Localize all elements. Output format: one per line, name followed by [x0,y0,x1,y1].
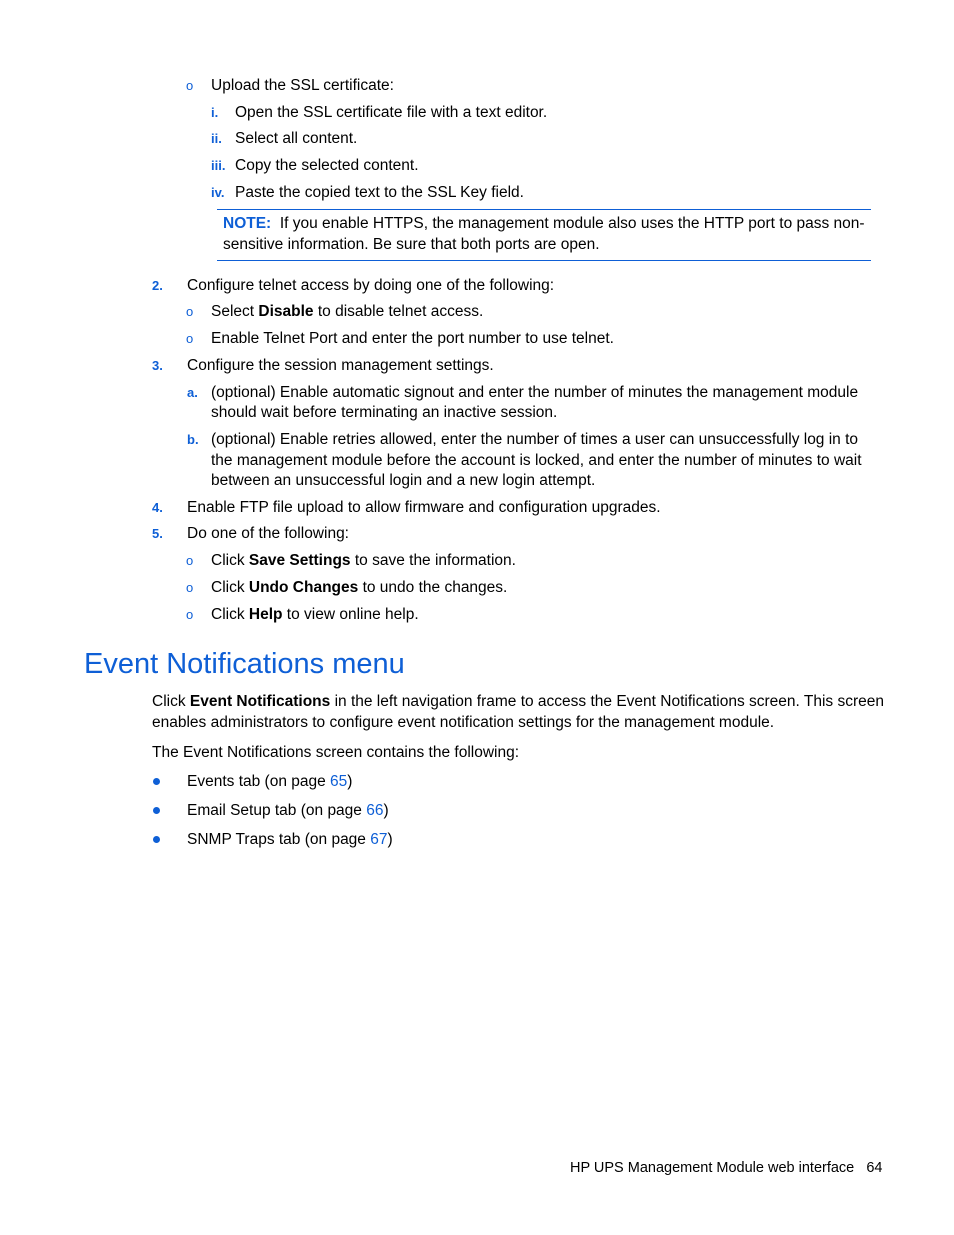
text-segment: SNMP Traps tab (on page [187,831,371,848]
text-segment: to disable telnet access. [313,303,484,320]
text-segment: Click [152,693,190,710]
step-number: 2. [152,278,163,293]
list-item [187,830,393,850]
ui-term: Save Settings [248,552,351,569]
substep-marker: b. [187,432,199,447]
substep-text: the management module before the account is locked, and enter the number of minutes to wait [211,452,862,469]
list-marker: o [186,78,194,93]
text-segment: ) [383,802,389,819]
substep-text: (optional) Enable automatic signout and enter the number of minutes the management module [211,384,859,401]
text-segment: Click [211,552,249,569]
ssl-step-text: Select all content. [235,130,358,147]
step-marker: ii. [211,131,222,146]
text-segment: Select [211,303,259,320]
option-text [211,551,516,571]
step-text: Do one of the following: [187,525,349,542]
ssl-step-text: Paste the copied text to the SSL Key field. [235,184,524,201]
step-text: Configure the session management settings. [187,357,494,374]
ssl-step-text: Copy the selected content. [235,157,419,174]
note-text: If you enable HTTPS, the management module also uses the HTTP port to pass non- [279,215,865,232]
section-paragraph-line-1 [152,692,884,712]
substep-text: should wait before terminating an inactive session. [211,404,558,421]
text-segment: ) [347,773,353,790]
note-line-1 [223,214,865,234]
text-segment: Click [211,606,249,623]
section-paragraph-2: The Event Notifications screen contains the following: [152,744,520,761]
substep-marker: a. [187,385,198,400]
list-marker: o [186,580,194,595]
list-item [187,772,352,792]
section-paragraph-line-2: enables administrators to configure event notification settings for the management module. [152,714,775,731]
list-item [187,801,389,821]
ui-term: Help [248,606,283,623]
page-link[interactable]: 67 [370,831,388,848]
text-segment: Events tab (on page [187,773,331,790]
ssl-step-text: Open the SSL certificate file with a text editor. [235,104,548,121]
text-segment: Click [211,579,249,596]
ui-term: Undo Changes [248,579,359,596]
substep-text: between an unsuccessful login and a new login attempt. [211,472,596,489]
option-text [211,302,483,322]
list-marker: o [186,304,194,319]
text-segment: to undo the changes. [358,579,508,596]
option-text: Enable Telnet Port and enter the port number to use telnet. [211,330,614,347]
ssl-upload-text: Upload the SSL certificate: [211,77,394,94]
list-marker: o [186,607,194,622]
option-text [211,578,507,598]
list-marker: o [186,331,194,346]
text-segment: Email Setup tab (on page [187,802,367,819]
ui-term: Disable [258,303,314,320]
note-line-2: sensitive information. Be sure that both ports are open. [223,236,600,253]
substep-text: (optional) Enable retries allowed, enter the number of times a user can unsuccessfully log in to [211,431,859,448]
footer-title: HP UPS Management Module web interface [570,1160,855,1176]
option-text [211,605,419,625]
step-text: Configure telnet access by doing one of the following: [187,277,555,294]
step-marker: iii. [211,158,226,173]
text-segment: to view online help. [282,606,419,623]
list-marker: o [186,553,194,568]
page-link[interactable]: 65 [330,773,348,790]
step-number: 5. [152,526,163,541]
footer-page-number: 64 [866,1160,883,1176]
text-segment: to save the information. [350,552,516,569]
step-number: 3. [152,358,163,373]
note-label: NOTE: [223,215,272,232]
text-segment: ) [387,831,393,848]
bullet-icon [153,836,160,843]
page-link[interactable]: 66 [366,802,384,819]
page-footer [570,1158,882,1178]
step-text: Enable FTP file upload to allow firmware and configuration upgrades. [187,499,661,516]
step-number: 4. [152,500,163,515]
ui-term: Event Notifications [189,693,331,710]
text-segment: in the left navigation frame to access the Event Notifications screen. This screen [330,693,884,710]
bullet-icon [153,778,160,785]
step-marker: iv. [211,185,225,200]
step-marker: i. [211,105,219,120]
bullet-icon [153,807,160,814]
section-heading: Event Notifications menu [84,648,405,680]
